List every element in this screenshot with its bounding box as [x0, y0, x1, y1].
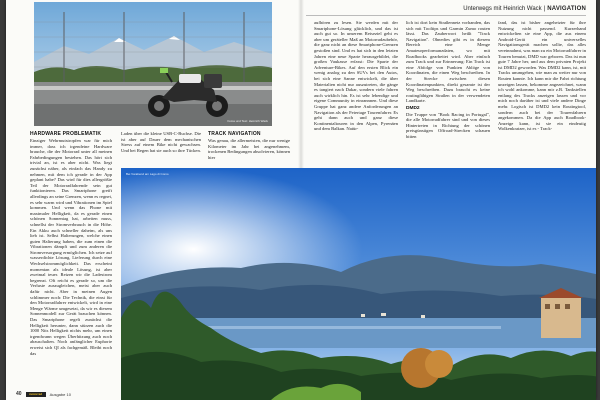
lake-como-photo	[121, 168, 596, 400]
motorcycle-photo-illustration	[34, 2, 272, 126]
dmd2-subheading: DMD2	[406, 105, 420, 111]
section-title: NAVIGATION	[547, 6, 586, 12]
column-3-text: Was genau, die allermeisten, die nur wenige Kilometer im Jahr bei angenehmem, trockenen Bedingungen absolvieren, können hier	[208, 138, 290, 160]
column-2-text: Laden über die kleine USB-C-Buchse. Die ist aber auf Dauer dem mechanischen Stress auf einem Bike nicht gewachsen. Und bei Regen hat sie auch so ihre Tücken.	[121, 131, 201, 153]
page-footer	[16, 391, 71, 397]
motorcycle-photo	[34, 2, 272, 126]
column-5-text: lich ist dort kein Straßennetz vorhanden, das sich mit Tooltips und Garmin Zumo routen lässt. Das Zauberwort heißt "Track Navigation". Ohnedies gibt es in diesem Bereich eine Menge Amateurperformanzdaten, wo mit Roadbooks gearbeitet wird. Aber einfach zum Track und zur Erinnerung: Ein Track ist eine Abfolge von Punkten Ablöge von Koordinaten, die einen Weg beschreiben. In der Strecke zwischen diesen Koordinatenpunkten, direkt gesamte ist der Weg beschreiben. Dazu braucht es keine routingfähigen Straßen in der verwendeten Landkarte.	[406, 20, 490, 104]
article-column-4	[314, 20, 398, 165]
bottom-photo-caption: Bei Vorabend am Lago di Como	[126, 172, 169, 176]
series-title: Unterwegs mit Heinrich Wack	[463, 6, 542, 12]
running-header	[463, 6, 586, 12]
article-column-3	[208, 138, 290, 166]
article-column-5	[406, 20, 490, 165]
column-5-text-2: Die Truppe von "Book Racing in Portugal", die alle Motorradfahrer sind und von dieses Hintertreten in Richtung der schönen preisgünstigen Offroad-Strecken schauen bitten	[406, 111, 490, 139]
hardware-headline: HARDWARE PROBLEMATIK	[30, 131, 102, 137]
lake-photo-illustration	[121, 168, 596, 400]
column-6-text: fand, das ist bisher angeheizter für ihre Nutzung nicht passend. Kurzerhand entwickelten sie eine App, die aus einem Android-Gerät ein universelles Navigationsgerät machen sollte, das alles vereinnahmt, was man zu ein Motorradfahrer in Touren benutzt, DMD war geboren. Das ist nun gute 7 Jahre her, und aus dem privaten Projekt ist DMD2 geworden. Was DMD2 kann, ist, mit Tracks unumgehen, wie man zu weiter nur von Routen kannte. Ich kann mir die Fahrt richtung unzeigen lassen, bekomme angezeichnet, wann ich wohl ankomme, kann mir z.B. Tankstellen entlang des Tracks anzeigen lassen und vor mich noch darüber ist und viele andere Dinge mehr. Logisch ist DMD2 kein Routingtool, sondern auch bei der Tourenfahrern angekommen. Da die App auch Roadbook-Anzeige kann, ist sie ein eindeutig Wolkenkratzer, ist es - Track-	[498, 20, 586, 132]
article-column-1	[30, 138, 112, 393]
top-photo-caption: Fotos und Text: Heinrich Wack	[227, 119, 268, 123]
header-rule	[306, 15, 586, 16]
column-4-text: aufhören zu lesen. Sie werden mit der Smartphone-Lösung glücklich, und das ist auch gut so. In unserem Reiseziel geht es aber um geräteller Maß an Motorradzubehör, die ganz nicht an diese Smartphone-Grenzen gestoßen sind. Und es hat sich in den letzten Jahren eine neue Sparte herausgebildet, die großen Vaukasse erfasst: Die Sparte der Adventure-Bikes. Auf den ersten Blick ein wenig analog zu den SUVs bei den Autos, bei sich eine Sanne entwickelt, die über Materialien nicht nur auszutreten, die gänge es tangiert nach Dakar, sondern viele fahren auch wirklich hin. Es ist sehr lebendige und eigene Community in einrannnen. Und diese Gruppe hat ganz andere Anforderungen an Navigation als der Feiertage Tourenfahrer. Es geht dann auch und ganz diese Kontinentaltouren in den Alpen, Pyrenäen und dem Balkan. Natür-	[314, 20, 398, 132]
page-number: 40	[16, 391, 22, 397]
header-separator: |	[543, 6, 546, 12]
magazine-spread	[6, 0, 596, 400]
article-column-2	[121, 131, 201, 165]
magazine-logo: motorrad	[26, 392, 46, 397]
article-column-6	[498, 20, 586, 165]
issue-label: Ausgabe 10	[49, 391, 71, 397]
track-navigation-headline: TRACK NAVIGATION	[208, 131, 261, 137]
column-1-text: Einziger Wehrmutstropfen war für mich immer, dass ich irgendeine Hardware brauche, die der Motorrad unter all meinen Fahrbedingungen bestehen. Das hört sich trivial an, ist es aber nicht. Was liegt zunächst näher, als einfach das Handy zu nehmen, mit dem ich gerade in der App geplant habe? Das wird für dies allergrößte Teil der Motorradfahrende sein gut funktionieren. Das Smartphone greift allerdings an seine Grenzen, wenn es regnet, es sehr warm wird und Vibrationen im Spiel kommen. Und wenn das Phone mit maximaler Helligkeit, da es gerade einen schönen Sonnentag hat, arbeiten muss, schnellst der Stromverbrauch in die Höhe. Ein Akku auch schneller daheim, als uns lieb ist. Selbst Halterungen, welche einen guten Halterung haben, die zum einen die Vibrationen dämpft und zum anderen die Stromversorgung ermöglichen. Ich setze auf wasserdichte Lösung, Lieferung durch eine Wechselstrommöglichkeit. Das erscheint momentan als ideale Lösung, ist aber zweimal teuer. Reizen wir die Ladestrom begrenzt. Oft reicht es gerade so, um die Verluste auszugleichen, meist aber auch dafür nicht. Aber in meinen Augen schlimmer noch: Die Technik, die einst für den Motorradfahrer entwickelt, wird in eine Menge Wärme umgesetzt, da wir es diesem Sonnenmodell zur Gerät brauchen können. Das Smartphone regelt zunächst die Helligkeit herunter, dann stürzen auch die 1000 Nits Helligkeit nichts mehr, um einen irgendwann wegen Überhitzung auch noch abzuschalten. Noch anfänglicher Euphorie erweist sich QI als fachgemäß. Bleibt noch das	[30, 138, 112, 356]
